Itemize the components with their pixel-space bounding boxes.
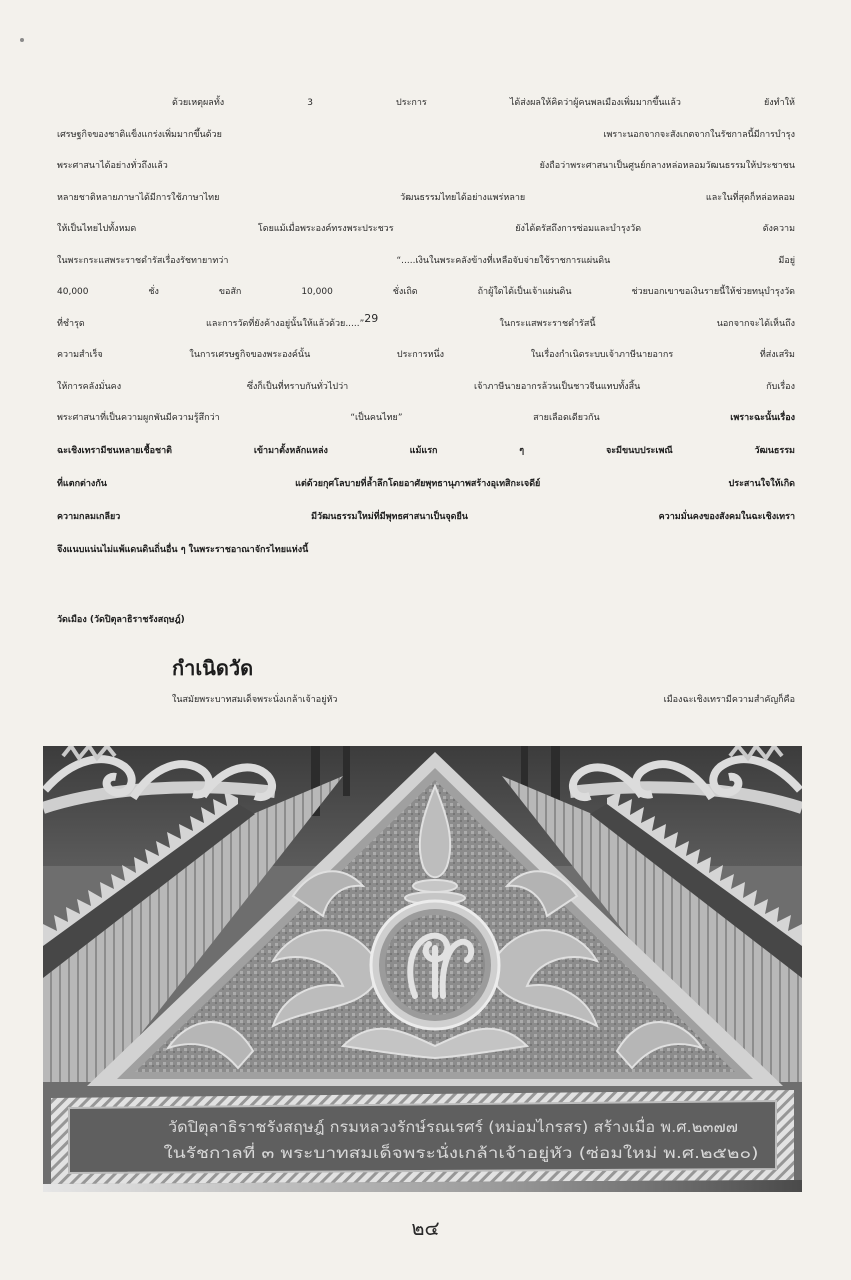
- paragraph-line: [57, 372, 795, 404]
- emphasis-text: ฉะเชิงเทรามีชนหลายเชื้อชาติ เข้ามาตั้งหลักแหล่ง แม้แรก ๆ จะมีขนบประเพณี วัฒนธรรม: [57, 445, 795, 456]
- line-text: ในกระแสพระราชดำรัสนี้ นอกจากจะได้เห็นถึง: [378, 318, 795, 329]
- paragraph-line: [57, 403, 795, 435]
- temple-gable-photo: [43, 746, 802, 1192]
- section-subheading: กำเนิดวัด: [172, 656, 254, 680]
- paragraph-line-bold: [57, 468, 795, 501]
- paragraph-line: [57, 340, 795, 372]
- paragraph-line: [57, 214, 795, 246]
- emphasis-text: ที่แตกต่างกัน แต่ด้วยกุศโลบายที่ล้ำลึกโดยอาศัยพุทธานุภาพสร้างอุเทสิกะเจดีย์ ประสานใจให้เกิด: [57, 478, 795, 489]
- paragraph-line-bold: [57, 534, 795, 567]
- line-text: ให้การคลังมั่นคง ซึ่งก็เป็นที่ทราบกันทั่วไปว่า เจ้าภาษีนายอากรล้วนเป็นชาวจีนแทบทั้งสิ้น กับเรื่อง: [57, 381, 795, 392]
- line-text: หลายชาติหลายภาษาได้มีการใช้ภาษาไทย วัฒนธรรมไทยได้อย่างแพร่หลาย และในที่สุดก็หล่อหลอม: [57, 192, 795, 203]
- paragraph-line-bold: [57, 435, 795, 468]
- section-heading: วัดเมือง (วัดปิตุลาธิราชรังสฤษฎ์): [57, 615, 185, 625]
- paragraph-line: [57, 246, 795, 278]
- line-text: พระศาสนาได้อย่างทั่วถึงแล้ว ยังถือว่าพระศาสนาเป็นศูนย์กลางหล่อหลอมวัฒนธรรมให้ประชาชน: [57, 161, 795, 171]
- page-number: ๒๔: [411, 1216, 440, 1240]
- line-text: พระศาสนาที่เป็นความผูกพันมีความรู้สึกว่า “เป็นคนไทย” สายเลือดเดียวกัน: [57, 413, 731, 423]
- paragraph-line: [57, 277, 795, 309]
- section-first-line: ในสมัยพระบาทสมเด็จพระนั่งเกล้าเจ้าอยู่หัว เมืองฉะเชิงเทรามีความสำคัญก็คือ: [172, 695, 795, 705]
- inscription-plaque: [51, 1090, 794, 1184]
- line-text: ด้วยเหตุผลทั้ง 3 ประการ ได้ส่งผลให้คิดว่าผู้คนพลเมืองเพิ่มมากขึ้นแล้ว ยังทำให้: [172, 98, 795, 108]
- scan-speck: [20, 38, 24, 42]
- line-text: เศรษฐกิจของชาติแข็งแกร่งเพิ่มมากขึ้นด้วย เพราะนอกจากจะสังเกตจากในรัชกาลนี้มีการบำรุง: [57, 129, 795, 140]
- plaque-line: ในรัชกาลที่ ๓ พระบาทสมเด็จพระนั่งเกล้าเจ้าอยู่หัว (ซ่อมใหม่ พ.ศ.๒๕๒๐): [163, 1144, 633, 1162]
- paragraph-line: [57, 120, 795, 152]
- emphasis-text: ความกลมเกลียว มีวัฒนธรรมใหม่ที่มีพุทธศาสนาเป็นจุดยืน ความมั่นคงของสังคมในฉะเชิงเทรา: [57, 511, 795, 522]
- paragraph-line: [57, 88, 795, 120]
- line-text: 40,000 ชั่ง ขอสัก 10,000 ชั่งเถิด ถ้าผู้ใดได้เป็นเจ้าแผ่นดิน ช่วยบอกเขาขอเงินรายนี้ให้ช่วยทนุบำรุงวัด: [57, 287, 795, 297]
- emphasis-text: เพราะฉะนั้นเรื่อง: [730, 413, 795, 423]
- paragraph-line-bold: [57, 501, 795, 534]
- body-paragraph: [57, 88, 795, 567]
- line-text: ในพระกระแสพระราชดำรัสเรื่องรัชทายาทว่า “.....เงินในพระคลังข้างที่เหลือจับจ่ายใช้ราชการแผ่นดิน มีอยู่: [57, 255, 795, 266]
- paragraph-line: [57, 309, 795, 341]
- paragraph-line: [57, 151, 795, 183]
- line-text: ให้เป็นไทยไปทั้งหมด โดยแม้เมื่อพระองค์ทรงพระประชวร ยังได้ตรัสถึงการซ่อมและบำรุงวัด ดังความ: [57, 224, 795, 234]
- line-text: ที่ชำรุด และการวัดที่ยังค้างอยู่นั้นให้แล้วด้วย.....”: [57, 318, 365, 329]
- plaque-line: วัดปิตุลาธิราชรังสฤษฎ์ กรมหลวงรักษ์รณเรศร์ (หม่อมไกรสร) สร้างเมื่อ พ.ศ.๒๓๗๗: [168, 1118, 695, 1136]
- royal-cypher-medallion: [371, 901, 499, 1029]
- footnote-reference[interactable]: 29: [364, 311, 379, 325]
- temple-gable-drawing: [43, 746, 802, 1192]
- line-text: ความสำเร็จ ในการเศรษฐกิจของพระองค์นั้น ประการหนึ่ง ในเรื่องกำเนิดระบบเจ้าภาษีนายอากร ที่ส่งเสริม: [57, 350, 795, 360]
- emphasis-text: จึงแนบแน่นไม่แพ้แดนดินถิ่นอื่น ๆ ในพระราชอาณาจักรไทยแห่งนี้: [57, 544, 309, 555]
- paragraph-line: [57, 183, 795, 215]
